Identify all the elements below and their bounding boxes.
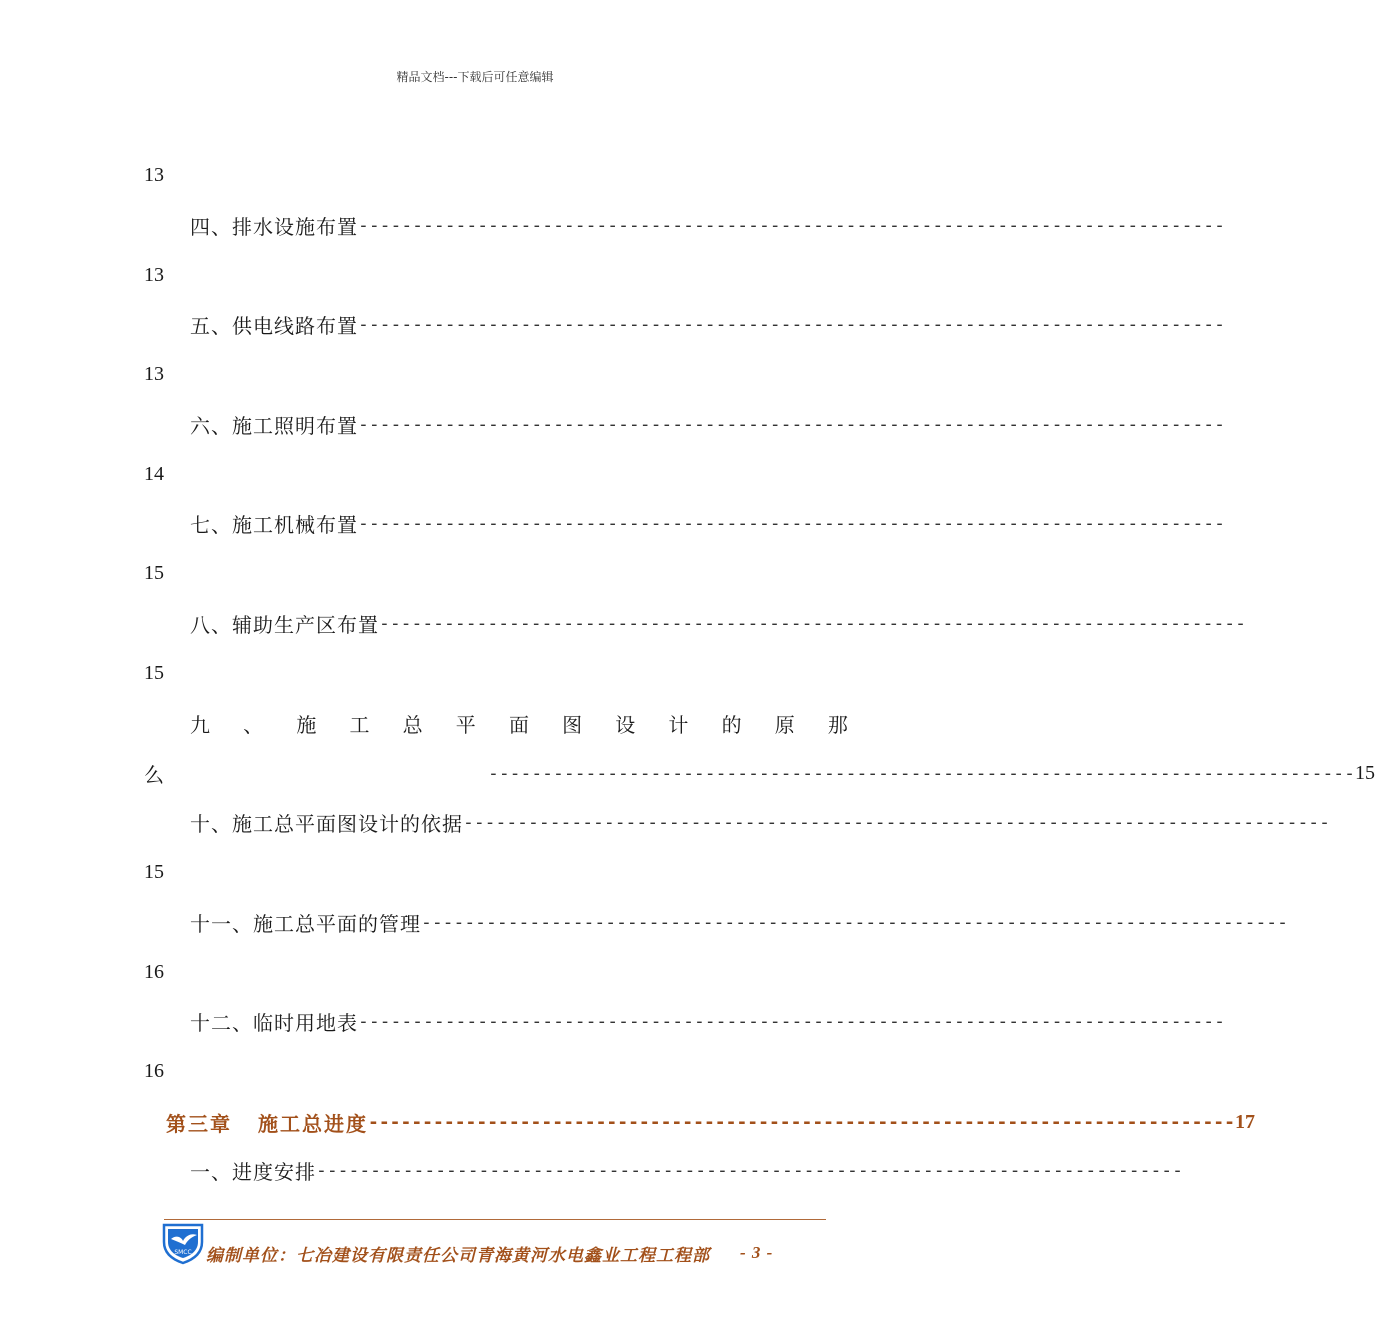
toc-entry-continuation: [144, 758, 1375, 788]
toc-char: 那: [827, 712, 848, 737]
toc-entry-temporary-land[interactable]: [190, 1006, 1225, 1036]
chapter-title: 施工总进度: [258, 1111, 368, 1136]
toc-char: 工: [349, 712, 370, 737]
toc-entry-label: 五、供电线路布置: [190, 313, 358, 338]
toc-entry-machinery[interactable]: [190, 508, 1225, 538]
dot-leader: --------------------------------------------------------------------------------: [358, 313, 1225, 335]
toc-entry-label: 八、辅助生产区布置: [190, 612, 379, 637]
dot-leader: --------------------------------------------------------------------------------: [421, 911, 1288, 933]
toc-page-number: 14: [144, 463, 164, 485]
dot-leader: --------------------------------------------------------------------------------: [358, 512, 1225, 534]
toc-entry-management[interactable]: [190, 907, 1288, 937]
company-logo-icon: [160, 1222, 206, 1264]
dot-leader: --------------------------------------------------------------------------------: [488, 762, 1355, 784]
footer-unit-text: 编制单位：七冶建设有限责任公司青海黄河水电鑫业工程工程部: [206, 1245, 710, 1266]
dot-leader: --------------------------------------------------------------------------------: [316, 1159, 1183, 1181]
toc-page-number: 15: [144, 662, 164, 684]
toc-entry-label: 十一、施工总平面的管理: [190, 911, 421, 936]
toc-entry-label: 十二、临时用地表: [190, 1010, 358, 1035]
dot-leader: --------------------------------------------------------------------------------: [358, 214, 1225, 236]
toc-char: 平: [455, 712, 476, 737]
dot-leader: --------------------------------------------------------------------------------: [368, 1111, 1235, 1133]
toc-entry-label: 六、施工照明布置: [190, 413, 358, 438]
toc-page-number: 13: [144, 164, 164, 186]
svg-text:SMCC: SMCC: [174, 1249, 192, 1256]
toc-page-number: 15: [1354, 761, 1375, 784]
toc-char: 图: [562, 712, 583, 737]
toc-entry-principles[interactable]: [190, 708, 848, 738]
dot-leader: --------------------------------------------------------------------------------: [358, 413, 1225, 435]
toc-page-number: 16: [144, 961, 164, 983]
dot-leader: --------------------------------------------------------------------------------: [379, 612, 1246, 634]
toc-char: 九: [190, 712, 210, 737]
toc-entry-drainage[interactable]: [190, 210, 1225, 240]
toc-char: 施: [296, 712, 317, 737]
toc-page-number: 15: [144, 562, 164, 584]
toc-char: 么: [144, 762, 164, 787]
toc-page-number: 17: [1234, 1110, 1255, 1133]
toc-entry-power-lines[interactable]: [190, 309, 1225, 339]
dot-leader: --------------------------------------------------------------------------------: [463, 811, 1330, 833]
toc-entry-progress-arrangement[interactable]: [190, 1155, 1183, 1185]
toc-char: 总: [402, 712, 423, 737]
chapter-number: 第三章: [166, 1111, 232, 1136]
toc-entry-auxiliary[interactable]: [190, 608, 1246, 638]
toc-char: 设: [615, 712, 636, 737]
toc-char: 计: [668, 712, 689, 737]
page-number: - 3 -: [740, 1243, 774, 1262]
toc-char: 原: [774, 712, 795, 737]
toc-page-number: 13: [144, 264, 164, 286]
toc-entry-label: 七、施工机械布置: [190, 512, 358, 537]
toc-entry-design-basis[interactable]: [190, 807, 1330, 837]
toc-page-number: 15: [144, 861, 164, 883]
toc-entry-label: 十、施工总平面图设计的依据: [190, 811, 463, 836]
toc-chapter-schedule[interactable]: [166, 1106, 1255, 1138]
toc-page-number: 13: [144, 363, 164, 385]
toc-char: 、: [243, 712, 264, 737]
toc-page-number: 16: [144, 1060, 164, 1082]
toc-char: 的: [721, 712, 742, 737]
page-header: 精品文档---下载后可任意编辑: [396, 70, 554, 84]
toc-entry-label: 四、排水设施布置: [190, 214, 358, 239]
toc-entry-lighting[interactable]: [190, 409, 1225, 439]
footer-compiler: [206, 1240, 806, 1266]
toc-char: 面: [508, 712, 529, 737]
dot-leader: --------------------------------------------------------------------------------: [358, 1010, 1225, 1032]
toc-entry-label: 一、进度安排: [190, 1159, 316, 1184]
footer-divider: [164, 1219, 826, 1220]
